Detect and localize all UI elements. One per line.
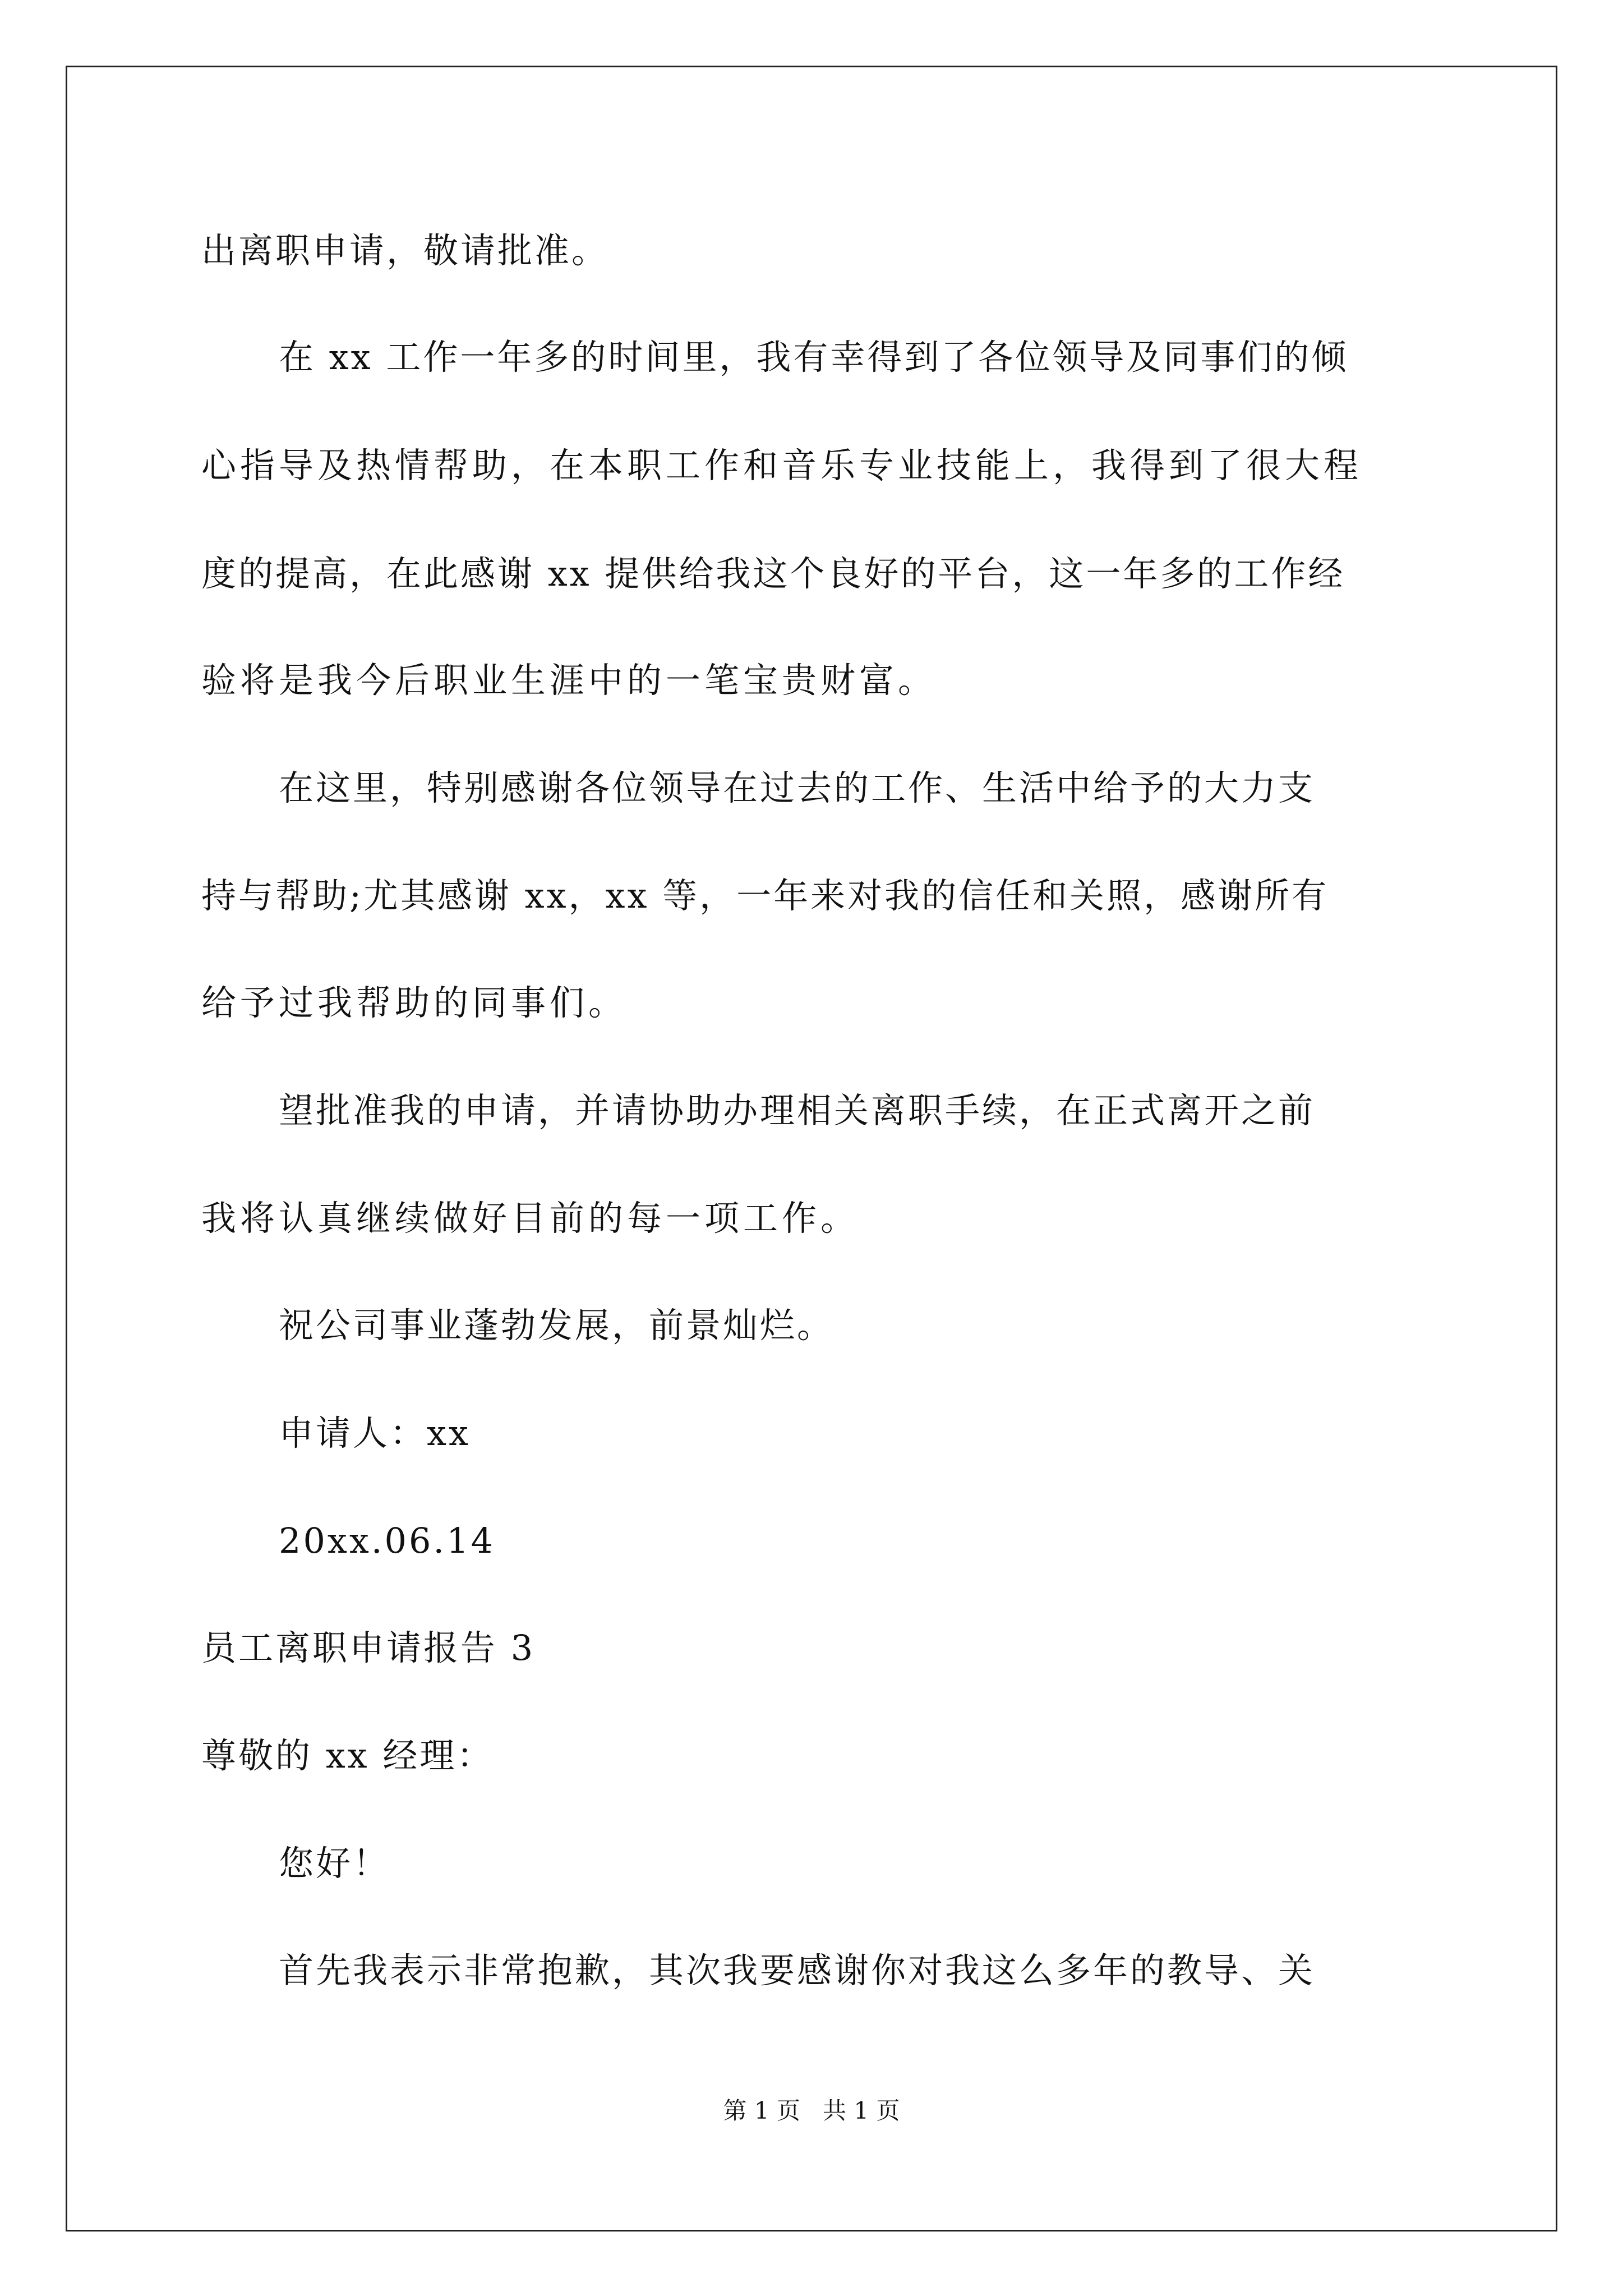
applicant-line: 申请人：xx — [279, 1412, 471, 1453]
salutation-line: 尊敬的 xx 经理： — [201, 1735, 494, 1776]
page-border — [66, 66, 1557, 2231]
paragraph-line: 持与帮助;尤其感谢 xx，xx 等，一年来对我的信任和关照，感谢所有 — [201, 875, 1329, 916]
greeting-line: 您好！ — [279, 1843, 390, 1884]
section-heading: 员工离职申请报告 3 — [201, 1627, 536, 1668]
paragraph-line: 出离职申请，敬请批准。 — [201, 230, 609, 271]
paragraph-line: 给予过我帮助的同事们。 — [201, 982, 628, 1023]
paragraph-line: 我将认真继续做好目前的每一项工作。 — [201, 1198, 860, 1239]
paragraph-line: 验将是我今后职业生涯中的一笔宝贵财富。 — [201, 660, 937, 701]
date-line: 20xx.06.14 — [279, 1520, 496, 1561]
page-footer: 第 1 页 共 1 页 — [723, 2097, 900, 2124]
paragraph-line: 祝公司事业蓬勃发展，前景灿烂。 — [279, 1305, 834, 1346]
paragraph-line: 在这里，特别感谢各位领导在过去的工作、生活中给予的大力支 — [279, 767, 1316, 808]
paragraph-line: 度的提高，在此感谢 xx 提供给我这个良好的平台，这一年多的工作经 — [201, 553, 1345, 594]
paragraph-line: 心指导及热情帮助，在本职工作和音乐专业技能上，我得到了很大程 — [201, 445, 1363, 486]
paragraph-line: 望批准我的申请，并请协助办理相关离职手续，在正式离开之前 — [279, 1090, 1316, 1131]
paragraph-line: 首先我表示非常抱歉，其次我要感谢你对我这么多年的教导、关 — [279, 1950, 1316, 1991]
paragraph-line: 在 xx 工作一年多的时间里，我有幸得到了各位领导及同事们的倾 — [279, 337, 1349, 378]
